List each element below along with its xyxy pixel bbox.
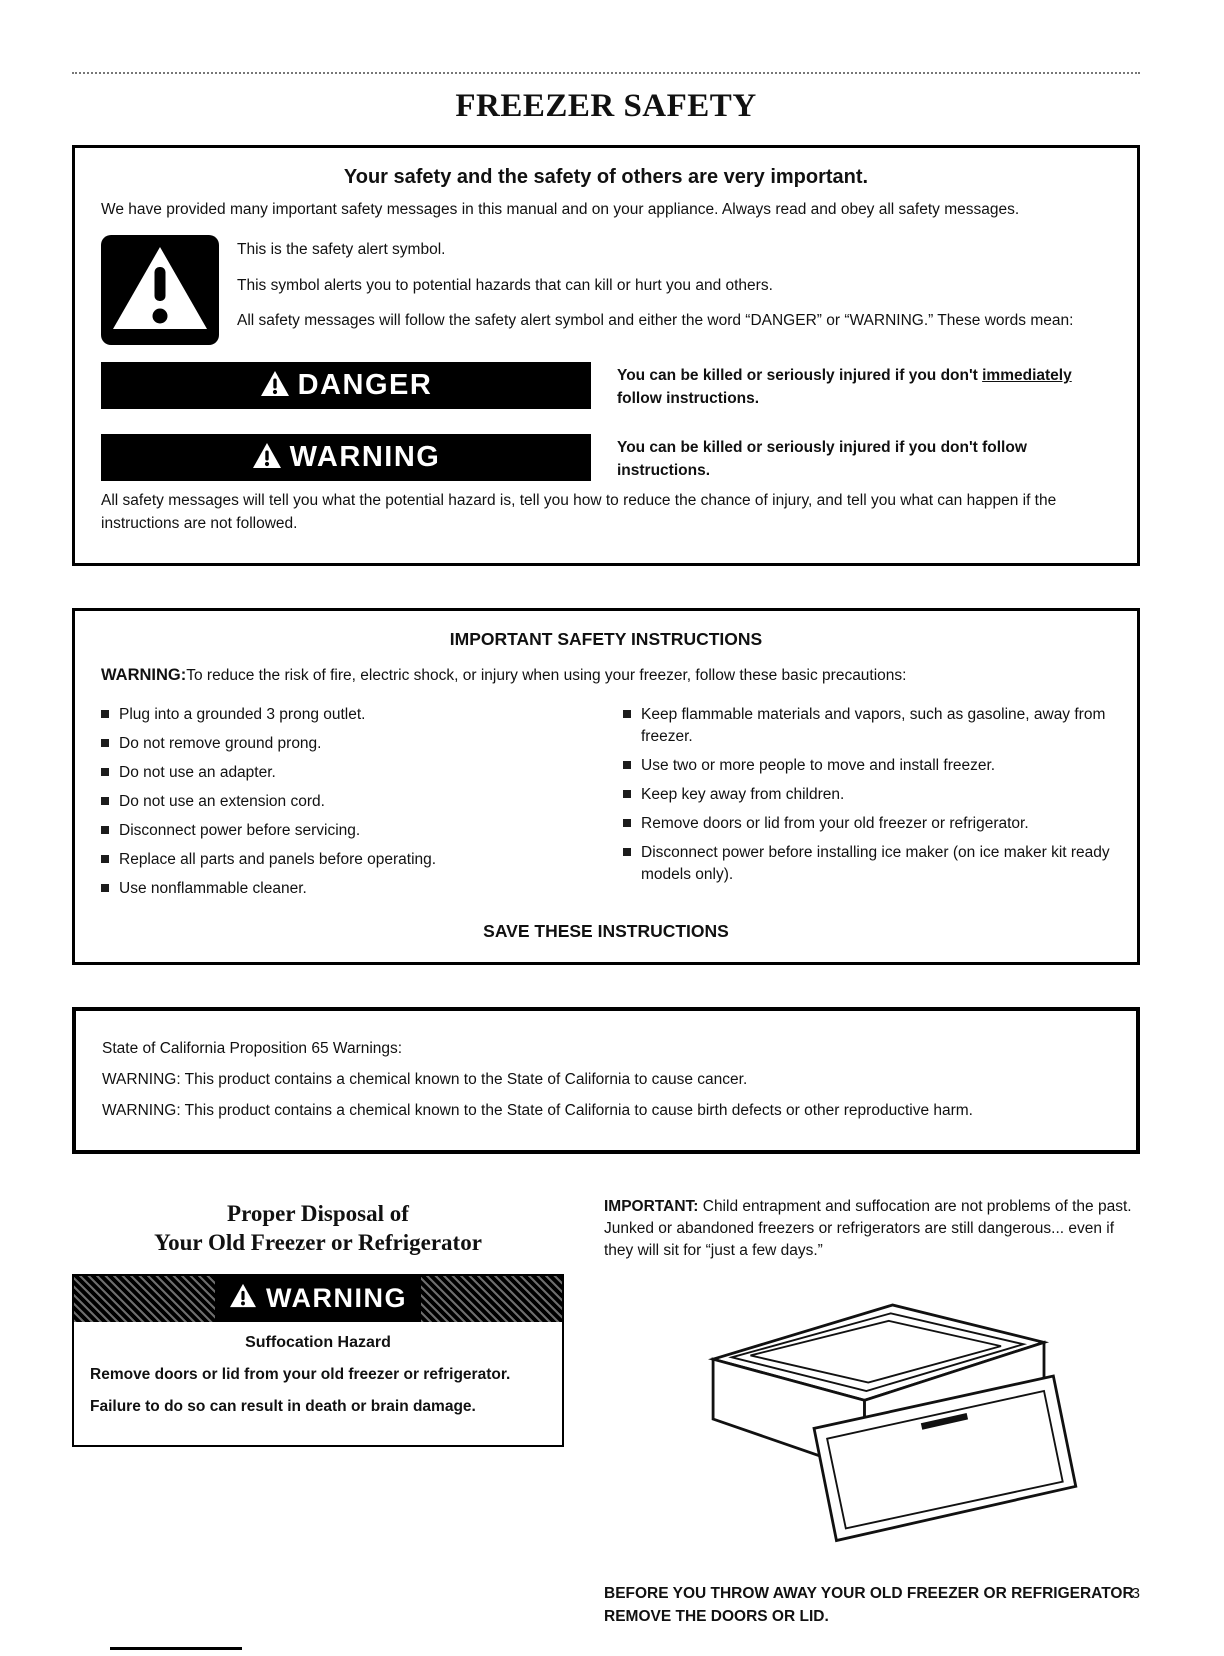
list-item	[101, 704, 589, 726]
important-text: Child entrapment and suffocation are not problems of the past. Junked or abandoned freezers or refrigerators are still dangerous... even if they will sit for “just a few days.”	[604, 1198, 1132, 1260]
safety-alert-icon	[101, 235, 219, 350]
disposal-right-column	[604, 1196, 1140, 1628]
bullet-text: Disconnect power before servicing.	[119, 822, 361, 840]
precaution-columns	[101, 704, 1111, 907]
alert-triangle-icon	[260, 370, 290, 402]
list-item	[101, 791, 589, 813]
old-freezer-illustration	[657, 1284, 1087, 1569]
hatch-pattern-right	[421, 1276, 562, 1322]
safety-outro: All safety messages will tell you what the potential hazard is, tell you how to reduce the chance of injury, and tell you what can happen if the instructions are not followed.	[101, 492, 1057, 532]
warning-lead-text: To reduce the risk of fire, electric shock, or injury when using your freezer, follow these basic precautions:	[186, 667, 907, 685]
symbol-line-1: This is the safety alert symbol.	[237, 241, 446, 259]
page-title: FREEZER SAFETY	[455, 88, 757, 124]
save-instructions-line: SAVE THESE INSTRUCTIONS	[483, 921, 729, 942]
warning-lead-label: WARNING:	[101, 666, 187, 685]
bullet-square-icon	[101, 884, 109, 892]
disposal-left-column	[72, 1196, 564, 1628]
symbol-line-2: This symbol alerts you to potential hazards that can kill or hurt you and others.	[237, 276, 773, 294]
hazard-banner-label: WARNING	[266, 1283, 407, 1314]
danger-banner	[101, 362, 591, 409]
safety-symbol-text	[237, 235, 1073, 350]
important-label: IMPORTANT:	[604, 1198, 699, 1216]
precaution-column-right	[623, 704, 1111, 907]
bullet-text: Keep flammable materials and vapors, such as gasoline, away from freezer.	[641, 706, 1106, 746]
bullet-square-icon	[101, 797, 109, 805]
warning-label: WARNING	[289, 441, 441, 474]
page-number: 3	[1131, 1585, 1140, 1602]
bullet-text: Plug into a grounded 3 prong outlet.	[119, 706, 366, 724]
bullet-square-icon	[101, 826, 109, 834]
prop65-line-1: State of California Proposition 65 Warnings:	[102, 1040, 403, 1058]
manual-page	[0, 72, 1224, 1628]
bullet-text: Do not remove ground prong.	[119, 735, 322, 753]
bullet-square-icon	[623, 848, 631, 856]
hatch-pattern-left	[74, 1276, 215, 1322]
disposal-heading-line1: Proper Disposal of	[227, 1201, 409, 1227]
danger-row	[101, 362, 1111, 410]
list-item	[623, 755, 1111, 777]
bullet-square-icon	[623, 790, 631, 798]
list-item	[623, 784, 1111, 806]
warning-banner-bar	[101, 434, 591, 481]
danger-description	[617, 362, 1111, 410]
hazard-line-1: Remove doors or lid from your old freezer or refrigerator.	[90, 1365, 511, 1383]
list-item	[101, 733, 589, 755]
list-item	[101, 849, 589, 871]
alert-triangle-icon	[229, 1283, 257, 1315]
list-item	[623, 813, 1111, 835]
instructions-heading: IMPORTANT SAFETY INSTRUCTIONS	[449, 629, 763, 650]
bullet-square-icon	[623, 819, 631, 827]
footer-rule	[110, 1647, 242, 1650]
hazard-banner-center	[215, 1276, 421, 1322]
list-item	[623, 704, 1111, 748]
bullet-text: Use two or more people to move and install freezer.	[641, 757, 996, 775]
danger-desc-before: You can be killed or seriously injured if you don't	[617, 367, 983, 385]
hazard-warning-banner	[74, 1276, 562, 1322]
safety-symbol-row	[101, 235, 1111, 350]
warning-description: You can be killed or seriously injured if you don't follow instructions.	[617, 439, 1027, 479]
hazard-body	[74, 1322, 562, 1445]
bullet-text: Do not use an extension cord.	[119, 793, 325, 811]
suffocation-hazard-box	[72, 1274, 564, 1447]
disposal-heading	[72, 1200, 564, 1258]
disposal-section	[72, 1196, 1140, 1628]
hazard-line-2: Failure to do so can result in death or brain damage.	[90, 1398, 476, 1416]
disposal-heading-line2: Your Old Freezer or Refrigerator	[154, 1230, 482, 1256]
bullet-square-icon	[101, 768, 109, 776]
danger-desc-after: follow instructions.	[617, 389, 760, 407]
instructions-warning-lead	[101, 664, 1111, 688]
disposal-caption: BEFORE YOU THROW AWAY YOUR OLD FREEZER OR REFRIGERATOR REMOVE THE DOORS OR LID.	[604, 1585, 1134, 1625]
bullet-square-icon	[623, 710, 631, 718]
warning-row	[101, 434, 1111, 482]
bullet-square-icon	[101, 710, 109, 718]
bullet-text: Disconnect power before installing ice maker (on ice maker kit ready models only).	[641, 844, 1110, 884]
bullet-text: Keep key away from children.	[641, 786, 845, 804]
safety-instructions-box	[72, 608, 1140, 965]
prop65-line-2: WARNING: This product contains a chemical known to the State of California to cause cancer.	[102, 1070, 748, 1088]
danger-label: DANGER	[297, 369, 433, 402]
prop65-line-3: WARNING: This product contains a chemical known to the State of California to cause birth defects or other reproductive harm.	[102, 1101, 973, 1119]
safety-intro: We have provided many important safety messages in this manual and on your appliance. Always read and obey all safety messages.	[101, 201, 1020, 218]
bullet-text: Remove doors or lid from your old freezer or refrigerator.	[641, 815, 1029, 833]
bullet-square-icon	[101, 855, 109, 863]
bullet-text: Use nonflammable cleaner.	[119, 880, 307, 898]
bullet-text: Replace all parts and panels before operating.	[119, 851, 437, 869]
list-item	[101, 762, 589, 784]
list-item	[623, 842, 1111, 886]
prop65-box	[72, 1007, 1140, 1154]
bullet-square-icon	[101, 739, 109, 747]
safety-importance-box	[72, 145, 1140, 566]
safety-box-heading: Your safety and the safety of others are very important.	[343, 166, 869, 188]
danger-desc-underlined: immediately	[982, 367, 1072, 385]
important-note	[604, 1196, 1140, 1262]
alert-triangle-icon	[252, 442, 282, 474]
precaution-column-left	[101, 704, 589, 907]
bullet-text: Do not use an adapter.	[119, 764, 276, 782]
list-item	[101, 820, 589, 842]
list-item	[101, 878, 589, 900]
symbol-line-3: All safety messages will follow the safety alert symbol and either the word “DANGER” or “WARNING.” These words mean:	[237, 312, 1074, 330]
top-divider	[72, 72, 1140, 74]
bullet-square-icon	[623, 761, 631, 769]
hazard-title: Suffocation Hazard	[245, 1333, 391, 1351]
